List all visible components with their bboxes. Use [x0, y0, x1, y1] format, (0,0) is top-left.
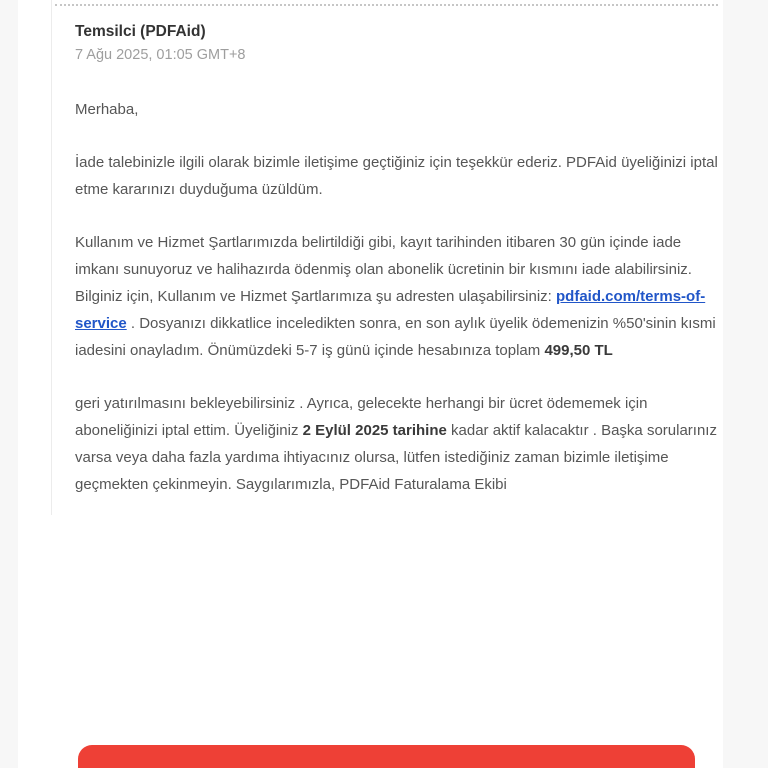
greeting-text: Merhaba,: [75, 101, 139, 118]
emphasized-text: 499,50 TL: [544, 342, 613, 359]
intro-paragraph: İade talebinizle ilgili olarak bizimle iletişime geçtiğiniz için teşekkür ederiz. PDFAid üyeliğinizi iptal etme kararınızı duyduğuma üzüldüm.: [75, 154, 718, 198]
quote-bar: [51, 0, 52, 515]
emphasized-text: 2 Eylül 2025 tarihine: [302, 422, 447, 439]
message-card: [18, 0, 723, 768]
body-text: . Dosyanızı dikkatlice inceledikten sonra, en son aylık üyelik ödemenizin %50'sinin kısmi iadesini onayladım. Önümüzdeki 5-7 iş günü içinde hesabınıza toplam: [75, 315, 716, 359]
primary-action-button[interactable]: [78, 745, 695, 768]
sender-name: Temsilci (PDFAid): [75, 23, 206, 40]
message-content: [75, 0, 721, 498]
message-timestamp: 7 Ağu 2025, 01:05 GMT+8: [75, 47, 246, 63]
body-text: geri yatırılmasını bekleyebilirsiniz . Ayrıca, gelecekte herhangi bir ücret ödememek için aboneliğinizi iptal ettim. Üyeliğiniz: [75, 395, 648, 439]
body-text: kadar aktif kalacaktır . Başka sorularınız varsa veya daha fazla yardıma ihtiyacınız olursa, lütfen istediğiniz zaman bizimle iletişime geçmekten çekinmeyin. Saygılarımızla, PDFAid Faturalama Ekibi: [75, 422, 717, 493]
policy-paragraph: [75, 229, 721, 364]
closing-paragraph: [75, 390, 721, 498]
body-text: Kullanım ve Hizmet Şartlarımızda belirtildiği gibi, kayıt tarihinden itibaren 30 gün içinde iade imkanı sunuyoruz ve halihazırda ödenmiş olan abonelik ücretinin bir kısmını iade alabilirsiniz. Bilginiz için, Kullanım ve Hizmet Şartlarımıza şu adresten ulaşabilirsiniz:: [75, 234, 692, 305]
terms-of-service-link[interactable]: pdfaid.com/terms-of-service: [75, 288, 706, 332]
